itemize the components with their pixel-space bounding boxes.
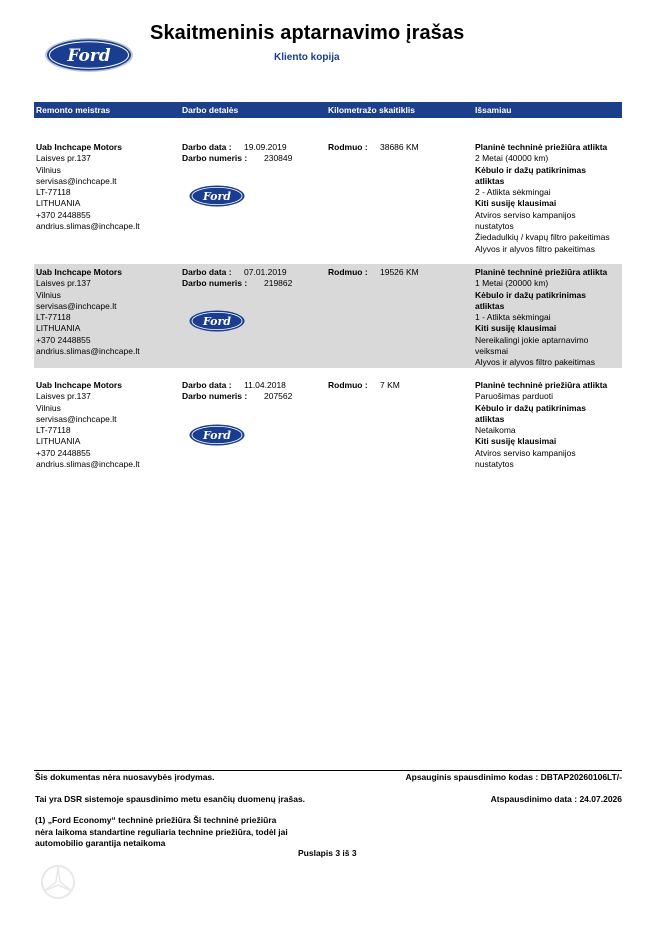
print-code-label: Apsauginis spausdinimo kodas : xyxy=(405,772,539,782)
work-date: 19.09.2019 xyxy=(244,142,287,152)
ford-logo-icon xyxy=(44,37,134,73)
dealer-city: Vilnius xyxy=(36,164,61,175)
service-record xyxy=(34,377,622,473)
dealer-street: Laisves pr.137 xyxy=(36,391,91,402)
dealer-info xyxy=(36,267,176,357)
detail-line: Kiti susiję klausimai xyxy=(475,198,557,209)
detail-line: Kėbulo ir dažų patikrinimas xyxy=(475,402,586,413)
detail-line: Kėbulo ir dažų patikrinimas xyxy=(475,164,586,175)
dealer-email: servisas@inchcape.lt xyxy=(36,300,117,311)
dealer-country: LITHUANIA xyxy=(36,323,81,334)
work-number-label: Darbo numeris : xyxy=(182,391,248,402)
service-details xyxy=(475,142,621,255)
dealer-name: Uab Inchcape Motors xyxy=(36,267,122,277)
print-code xyxy=(405,772,622,782)
column-header-details: Darbo detalės xyxy=(182,105,239,115)
dealer-email: servisas@inchcape.lt xyxy=(36,175,117,186)
dealer-contact-email: andrius.slimas@inchcape.lt xyxy=(36,459,140,470)
star-watermark-icon xyxy=(40,864,76,900)
dealer-street: Laisves pr.137 xyxy=(36,153,91,164)
detail-line: Netaikoma xyxy=(475,425,516,436)
detail-line: 1 - Atlikta sėkmingai xyxy=(475,312,551,323)
service-details xyxy=(475,380,621,470)
dealer-street: Laisves pr.137 xyxy=(36,278,91,289)
detail-line: Kėbulo ir dažų patikrinimas xyxy=(475,289,586,300)
detail-line: Nereikalingi jokie aptarnavimo xyxy=(475,334,589,345)
ford-logo-icon xyxy=(189,424,245,446)
dealer-country: LITHUANIA xyxy=(36,436,81,447)
column-header-more: Išsamiau xyxy=(475,105,512,115)
dealer-info xyxy=(36,380,176,470)
odometer-value: 7 KM xyxy=(380,380,400,390)
detail-line: Planinė techninė priežiūra atlikta xyxy=(475,142,608,152)
detail-line: veiksmai xyxy=(475,346,509,357)
work-number-label: Darbo numeris : xyxy=(182,153,248,164)
service-record xyxy=(34,139,622,259)
dealer-postcode: LT-77118 xyxy=(36,187,71,198)
svg-text:Ford: Ford xyxy=(202,190,232,203)
svg-text:Ford: Ford xyxy=(67,46,111,66)
detail-line: 1 Metai (20000 km) xyxy=(475,278,549,289)
print-code-value: DBTAP20260106LT/- xyxy=(540,772,622,782)
detail-line: Atviros serviso kampanijos xyxy=(475,209,576,220)
dealer-postcode: LT-77118 xyxy=(36,425,71,436)
odometer-value: 19526 KM xyxy=(380,267,419,277)
odometer xyxy=(328,142,468,153)
service-record xyxy=(34,264,622,368)
dealer-contact-email: andrius.slimas@inchcape.lt xyxy=(36,221,140,232)
work-date-label: Darbo data : xyxy=(182,142,232,152)
ford-logo-icon xyxy=(189,310,245,332)
odometer-label: Rodmuo : xyxy=(328,267,368,277)
work-details xyxy=(182,380,322,403)
svg-text:Ford: Ford xyxy=(202,315,232,328)
svg-text:Ford: Ford xyxy=(202,429,232,442)
service-details xyxy=(475,267,621,369)
detail-line: atliktas xyxy=(475,175,505,186)
detail-line: atliktas xyxy=(475,300,505,311)
detail-line: Planinė techninė priežiūra atlikta xyxy=(475,267,608,277)
dealer-phone: +370 2448855 xyxy=(36,334,91,345)
work-date-label: Darbo data : xyxy=(182,380,232,390)
dealer-city: Vilnius xyxy=(36,289,61,300)
page-subtitle: Kliento kopija xyxy=(274,52,340,63)
dealer-email: servisas@inchcape.lt xyxy=(36,413,117,424)
work-number: 219862 xyxy=(264,278,293,289)
detail-line: 2 - Atlikta sėkmingai xyxy=(475,187,551,198)
dealer-info xyxy=(36,142,176,232)
detail-line: 2 Metai (40000 km) xyxy=(475,153,549,164)
column-header-odometer: Kilometražo skaitiklis xyxy=(328,105,415,115)
print-date xyxy=(491,794,622,804)
detail-line: Paruošimas parduoti xyxy=(475,391,553,402)
odometer xyxy=(328,267,468,278)
work-number: 207562 xyxy=(264,391,293,402)
work-date: 11.04.2018 xyxy=(244,380,286,390)
dsr-note: Tai yra DSR sistemoje spausdinimo metu esančių duomenų įrašas. xyxy=(35,794,306,804)
work-details xyxy=(182,142,322,165)
dealer-name: Uab Inchcape Motors xyxy=(36,380,122,390)
detail-line: nustatytos xyxy=(475,221,514,232)
dealer-city: Vilnius xyxy=(36,402,61,413)
print-date-value: 24.07.2026 xyxy=(579,794,622,804)
detail-line: Kiti susiję klausimai xyxy=(475,323,557,334)
column-header-dealer: Remonto meistras xyxy=(36,105,111,115)
odometer-label: Rodmuo : xyxy=(328,380,368,390)
detail-line: Planinė techninė priežiūra atlikta xyxy=(475,380,608,390)
detail-line: Žiedadulkių / kvapų filtro pakeitimas xyxy=(475,232,610,243)
odometer xyxy=(328,380,468,391)
dealer-contact-email: andrius.slimas@inchcape.lt xyxy=(36,346,140,357)
work-details xyxy=(182,267,322,290)
detail-line: Atviros serviso kampanijos xyxy=(475,447,576,458)
work-number-label: Darbo numeris : xyxy=(182,278,248,289)
dealer-phone: +370 2448855 xyxy=(36,447,91,458)
economy-note xyxy=(35,815,288,850)
detail-line: Alyvos ir alyvos filtro pakeitimas xyxy=(475,357,595,368)
ford-logo-icon xyxy=(189,185,245,207)
page-number: Puslapis 3 iš 3 xyxy=(298,848,357,858)
detail-line: nustatytos xyxy=(475,459,514,470)
economy-note-line: automobilio garantija netaikoma xyxy=(35,838,166,848)
dealer-name: Uab Inchcape Motors xyxy=(36,142,122,152)
dealer-postcode: LT-77118 xyxy=(36,312,71,323)
odometer-value: 38686 KM xyxy=(380,142,419,152)
work-date: 07.01.2019 xyxy=(244,267,287,277)
dealer-country: LITHUANIA xyxy=(36,198,81,209)
odometer-label: Rodmuo : xyxy=(328,142,368,152)
detail-line: Alyvos ir alyvos filtro pakeitimas xyxy=(475,243,595,254)
work-number: 230849 xyxy=(264,153,293,164)
print-date-label: Atspausdinimo data : xyxy=(490,794,578,804)
page-title: Skaitmeninis aptarnavimo įrašas xyxy=(150,22,465,44)
detail-line: atliktas xyxy=(475,413,505,424)
economy-note-line: nėra laikoma standartine reguliaria technine priežiūra, todėl jai xyxy=(35,826,288,837)
economy-note-line: (1) „Ford Economy“ techninė priežiūra Ši techninė priežiūra xyxy=(35,815,277,825)
work-date-label: Darbo data : xyxy=(182,267,232,277)
detail-line: Kiti susiję klausimai xyxy=(475,436,557,447)
dealer-phone: +370 2448855 xyxy=(36,209,91,220)
footer-divider xyxy=(34,770,622,771)
ownership-note: Šis dokumentas nėra nuosavybės įrodymas. xyxy=(35,772,215,782)
table-header xyxy=(34,102,622,118)
